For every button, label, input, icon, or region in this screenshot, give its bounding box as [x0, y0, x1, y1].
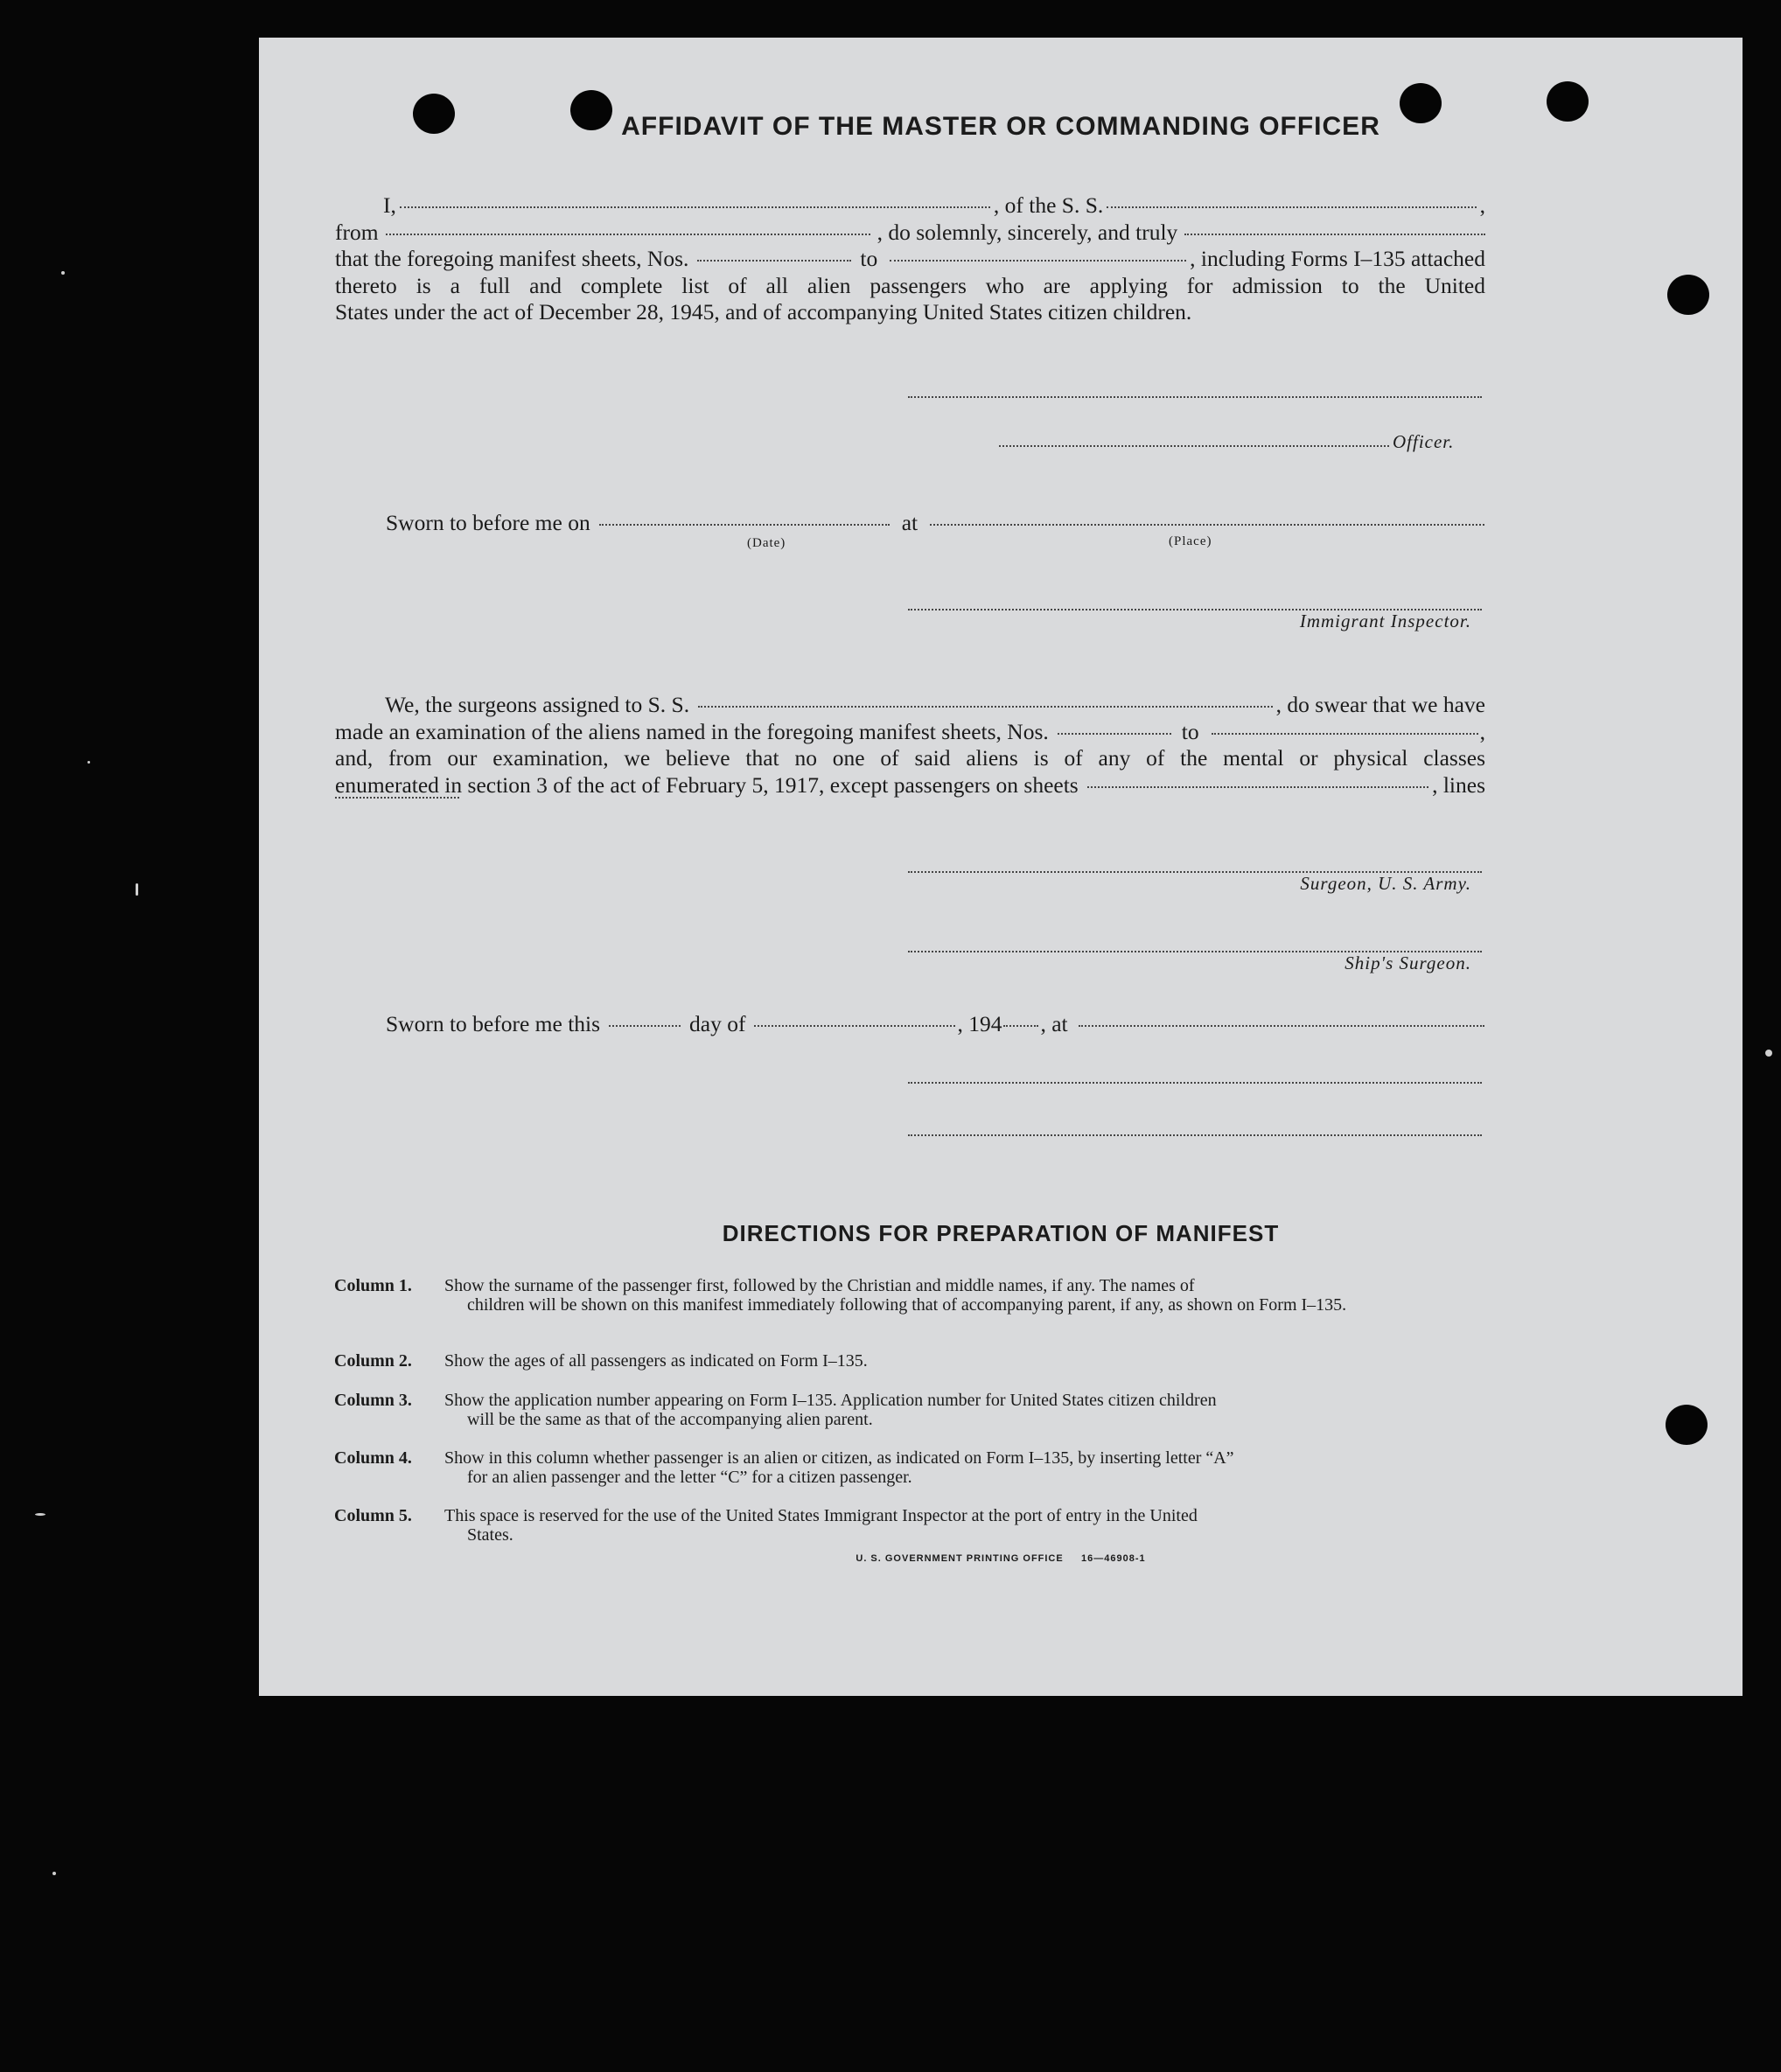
sworn-text: Sworn to before me this: [386, 1011, 601, 1036]
dust-speck: [61, 271, 65, 275]
surgeons-text: and, from our examination, we believe that no one of said aliens is of any of the mental or physical classes: [335, 745, 1485, 771]
sheets-to-field[interactable]: [890, 260, 1186, 262]
affidavit-text: , of the S. S.: [993, 192, 1104, 218]
direction-column-label: Column 5.: [334, 1506, 412, 1525]
sworn-text: , at: [1040, 1011, 1068, 1036]
affidavit-text: States under the act of December 28, 1945, and of accompanying United States citizen children.: [335, 299, 1192, 324]
surgeons-text: to: [1181, 718, 1199, 744]
ship-name-field[interactable]: [1107, 206, 1476, 208]
directions-list: [334, 1276, 1489, 1550]
dust-speck: [87, 761, 90, 764]
officer-signature-line[interactable]: [999, 445, 1389, 447]
affidavit-text: thereto is a full and complete list of all alien passengers who are applying for admission to the United: [335, 272, 1485, 298]
printing-office-footer: U. S. GOVERNMENT PRINTING OFFICE 16—46908-1: [856, 1553, 1146, 1564]
sworn-year-field[interactable]: [1003, 1025, 1038, 1027]
exam-sheets-to-field[interactable]: [1212, 733, 1478, 735]
affidavit-paragraph: [335, 192, 1485, 326]
sworn-text: Sworn to before me on: [386, 510, 590, 535]
except-sheets-field[interactable]: [1087, 786, 1428, 788]
date-caption: (Date): [747, 536, 786, 550]
direction-column-label: Column 4.: [334, 1448, 412, 1468]
affidavit-text: I,: [383, 192, 396, 218]
direction-item: [334, 1448, 1489, 1506]
surgeons-text: made an examination of the aliens named in the foregoing manifest sheets, Nos.: [335, 718, 1049, 744]
affidavit-text: , do solemnly, sincerely, and truly: [877, 219, 1178, 245]
sworn-at-field[interactable]: [1079, 1025, 1484, 1027]
sworn-text: day of: [689, 1011, 746, 1036]
dust-speck: [52, 1872, 56, 1875]
sworn-place-field[interactable]: [930, 524, 1484, 526]
sheets-from-field[interactable]: [697, 260, 851, 262]
place-caption: (Place): [1169, 534, 1212, 548]
direction-text: States.: [467, 1525, 513, 1545]
sworn-text: at: [901, 510, 918, 535]
dust-speck: [1765, 1050, 1772, 1057]
direction-column-label: Column 1.: [334, 1276, 412, 1295]
direction-text: Show the ages of all passengers as indicated on Form I–135.: [444, 1351, 868, 1371]
exam-sheets-from-field[interactable]: [1058, 733, 1171, 735]
surgeons-text: , lines: [1432, 771, 1485, 798]
port-from-field[interactable]: [386, 234, 870, 235]
sworn-day-line: [386, 1011, 1484, 1037]
direction-column-label: Column 3.: [334, 1391, 412, 1410]
signature-line[interactable]: [908, 1134, 1482, 1136]
direction-text: Show in this column whether passenger is an alien or citizen, as indicated on Form I–135, by inserting letter “A”: [444, 1448, 1234, 1468]
surgeons-paragraph: [335, 692, 1485, 826]
surgeons-text: , do swear that we have: [1275, 692, 1485, 717]
affidavit-text: ,: [1479, 192, 1485, 218]
surgeons-text: ,: [1479, 718, 1485, 744]
direction-column-label: Column 2.: [334, 1351, 412, 1371]
manifest-form-page: [259, 38, 1743, 1696]
direction-text: children will be shown on this manifest immediately following that of accompanying parent, if any, as shown on Form I–135.: [467, 1295, 1347, 1315]
affidavit-text: to: [860, 246, 878, 271]
surgeons-text: enumerated in section 3 of the act of February 5, 1917, except passengers on sheets: [335, 771, 1079, 798]
surgeon-ship-field[interactable]: [698, 706, 1273, 708]
sworn-month-field[interactable]: [754, 1025, 955, 1027]
direction-text: Show the application number appearing on Form I–135. Application number for United States citizen children: [444, 1391, 1217, 1410]
direction-text: Show the surname of the passenger first, followed by the Christian and middle names, if any. The names of: [444, 1276, 1195, 1295]
affidavit-text: from: [335, 219, 379, 245]
master-signature-line[interactable]: [908, 396, 1482, 398]
ships-surgeon-caption: Ship's Surgeon.: [1344, 952, 1471, 973]
direction-text: will be the same as that of the accompanying alien parent.: [467, 1410, 873, 1429]
army-surgeon-caption: Surgeon, U. S. Army.: [1300, 873, 1471, 894]
punch-hole: [1667, 275, 1709, 315]
inspector-caption: Immigrant Inspector.: [1299, 610, 1471, 631]
sworn-day-field[interactable]: [609, 1025, 681, 1027]
affidavit-text: , including Forms I–135 attached: [1190, 246, 1485, 271]
direction-item: [334, 1351, 1489, 1391]
master-name-field[interactable]: [400, 206, 990, 208]
dust-speck: [136, 883, 138, 896]
dust-speck: [35, 1513, 45, 1516]
sworn-date-field[interactable]: [599, 524, 890, 526]
except-lines-field[interactable]: [335, 797, 459, 799]
surgeons-text: We, the surgeons assigned to S. S.: [385, 692, 690, 717]
officer-caption: Officer.: [1393, 431, 1455, 452]
sworn-date-line: [386, 510, 1484, 536]
sworn-text: , 194: [957, 1011, 1002, 1036]
direction-text: This space is reserved for the use of the United States Immigrant Inspector at the port of entry in the United: [444, 1506, 1198, 1525]
direction-item: [334, 1276, 1489, 1351]
direction-item: [334, 1391, 1489, 1448]
punch-hole: [1666, 1405, 1708, 1445]
affidavit-heading: AFFIDAVIT OF THE MASTER OR COMMANDING OFFICER: [621, 112, 1380, 141]
direction-item: [334, 1506, 1489, 1550]
signature-line[interactable]: [908, 1082, 1482, 1084]
affidavit-text: that the foregoing manifest sheets, Nos.: [335, 246, 689, 271]
direction-text: for an alien passenger and the letter “C” for a citizen passenger.: [467, 1468, 912, 1487]
truly-field[interactable]: [1184, 234, 1485, 235]
directions-heading: DIRECTIONS FOR PREPARATION OF MANIFEST: [722, 1220, 1280, 1246]
